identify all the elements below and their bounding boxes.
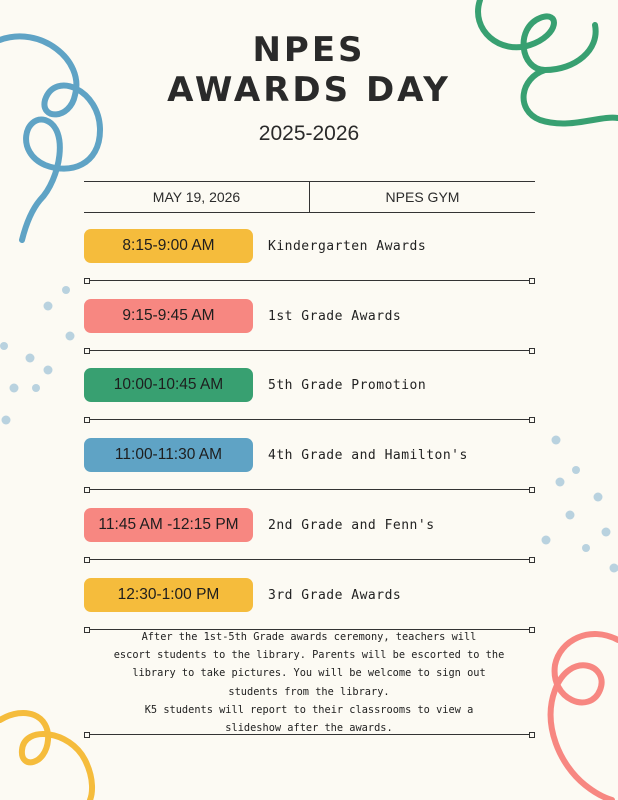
row-divider (84, 417, 535, 423)
row-divider (84, 278, 535, 284)
event-info-bar (84, 181, 535, 213)
note-line: After the 1st-5th Grade awards ceremony, teachers will (141, 631, 477, 643)
schedule-row (84, 578, 535, 612)
pickup-note (100, 628, 518, 737)
event-name: 1st Grade Awards (268, 308, 402, 324)
coral-swirl-decoration (551, 634, 618, 800)
right-dot-cluster-decoration (542, 436, 618, 573)
note-line: K5 students will report to their classrooms to view a (144, 703, 474, 716)
time-badge: 11:00-11:30 AM (84, 438, 253, 472)
event-name: 2nd Grade and Fenn's (268, 517, 435, 533)
left-dot-cluster-decoration (0, 286, 75, 425)
time-badge: 9:15-9:45 AM (84, 299, 253, 333)
row-divider (84, 557, 535, 563)
event-name: 3rd Grade Awards (268, 587, 402, 603)
event-date: MAY 19, 2026 (84, 182, 310, 212)
school-year: 2025-2026 (258, 122, 360, 145)
note-line: students from the library. (228, 685, 390, 698)
note-line: escort students to the library. Parents will be escorted to the (113, 649, 505, 662)
schedule-row (84, 508, 535, 542)
schedule-row (84, 299, 535, 333)
page-title-line-1: NPES (252, 30, 366, 70)
note-line: library to take pictures. You will be welcome to sign out (132, 667, 486, 680)
page-title-line-2: AWARDS DAY (167, 70, 451, 110)
schedule-row (84, 438, 535, 472)
event-name: Kindergarten Awards (268, 238, 427, 254)
time-badge: 12:30-1:00 PM (84, 578, 253, 612)
time-badge: 11:45 AM -12:15 PM (84, 508, 253, 542)
schedule-row (84, 229, 535, 263)
time-badge: 8:15-9:00 AM (84, 229, 253, 263)
note-line: slideshow after the awards. (225, 722, 393, 735)
event-name: 5th Grade Promotion (268, 377, 427, 393)
event-name: 4th Grade and Hamilton's (268, 447, 468, 463)
bottom-divider (84, 732, 535, 738)
row-divider (84, 487, 535, 493)
row-divider (84, 348, 535, 354)
event-location: NPES GYM (385, 189, 460, 205)
time-badge: 10:00-10:45 AM (84, 368, 253, 402)
schedule-row (84, 368, 535, 402)
yellow-swirl-decoration (0, 713, 92, 800)
